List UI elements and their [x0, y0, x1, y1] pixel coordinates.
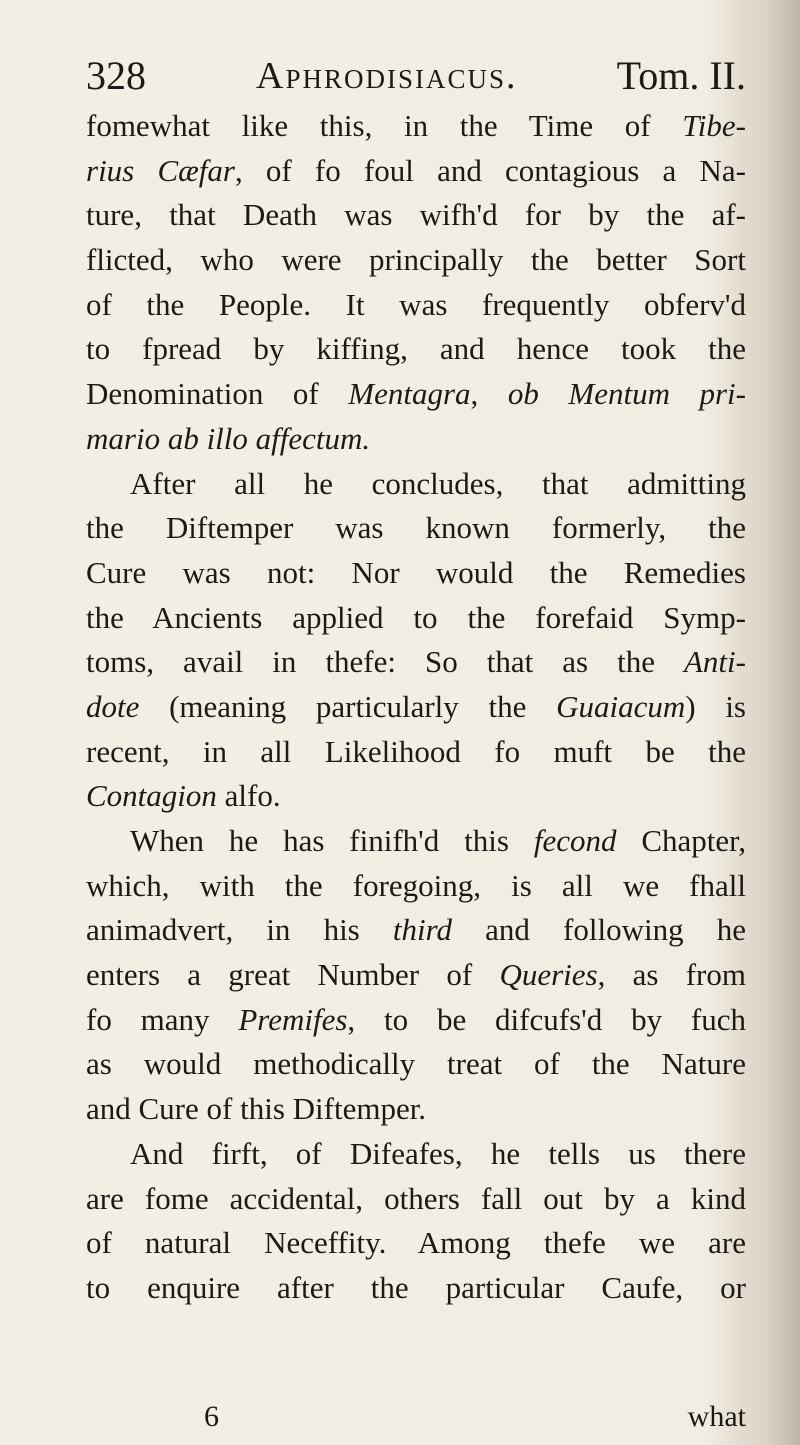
italic-run: rius Cæfar [86, 152, 235, 188]
text-run: to enquire after the particular Caufe, or [86, 1269, 746, 1305]
italic-run: third [392, 912, 453, 948]
text-run: , of fo foul and contagious a Na- [234, 152, 746, 188]
italic-run: mario ab illo affectum. [86, 420, 371, 456]
text-run: Cure was not: Nor would the Remedies [86, 554, 746, 590]
text-line [86, 104, 746, 149]
text-line [86, 1177, 746, 1222]
text-line [86, 998, 746, 1043]
text-run: are fome accidental, others fall out by a kind [86, 1180, 746, 1216]
text-run: (meaning particularly the [139, 688, 557, 724]
signature-mark: 6 [204, 1400, 219, 1433]
text-run: alfo. [216, 778, 281, 814]
text-run: the Ancients applied to the forefaid Symp- [86, 599, 746, 635]
text-line [86, 283, 746, 328]
text-run: of natural Neceffity. Among thefe we are [86, 1225, 746, 1261]
text-line [86, 417, 746, 462]
text-line [86, 596, 746, 641]
text-run: fomewhat like this, in the Time of [86, 108, 683, 143]
body-text [86, 104, 746, 1311]
text-line [86, 730, 746, 775]
text-line [86, 1132, 746, 1177]
text-run: , as from [597, 957, 746, 993]
text-run: the Diftemper was known formerly, the [86, 510, 746, 546]
text-run: , [470, 376, 508, 412]
text-line [86, 1221, 746, 1266]
text-run: flicted, who were principally the better Sort [86, 242, 746, 278]
text-run: animadvert, in his [86, 912, 393, 948]
text-line [86, 149, 746, 194]
italic-run: ob Mentum pri- [507, 376, 746, 412]
text-run: Denomination of [86, 376, 349, 412]
text-run: , to be difcufs'd by fuch [347, 1001, 746, 1037]
text-run: ) is [685, 688, 746, 724]
page-footer [86, 1400, 746, 1440]
text-run: toms, avail in thefe: So that as the [86, 644, 684, 680]
text-line [86, 238, 746, 283]
volume-label: Tom. II. [616, 53, 746, 98]
text-run: fo many [86, 1001, 239, 1037]
text-line [86, 908, 746, 953]
text-run: And firft, of Difeafes, he tells us there [130, 1135, 746, 1171]
italic-run: Guaiacum [556, 688, 686, 724]
text-run: which, with the foregoing, is all we fhall [86, 867, 746, 903]
text-line [86, 1087, 746, 1132]
text-run: enters a great Number of [86, 957, 500, 993]
text-line [86, 774, 746, 819]
text-run: When he has finifh'd this [130, 823, 534, 858]
text-line [86, 462, 746, 507]
running-header [86, 52, 746, 102]
text-line [86, 864, 746, 909]
text-line [86, 819, 746, 864]
italic-run: Tibe- [682, 108, 746, 143]
italic-run: Queries [499, 957, 598, 993]
text-run: recent, in all Likelihood fo muft be the [86, 733, 746, 769]
text-run: After all he concludes, that admitting [130, 465, 746, 501]
italic-run: Contagion [86, 778, 217, 814]
running-title: Aphrodisiacus. [256, 55, 518, 97]
text-line [86, 551, 746, 596]
text-line [86, 193, 746, 238]
text-run: of the People. It was frequently obferv'd [86, 286, 746, 322]
text-run: and following he [452, 912, 746, 948]
italic-run: fecond [533, 823, 617, 858]
text-line [86, 1266, 746, 1311]
text-line [86, 953, 746, 998]
italic-run: Premifes [238, 1001, 348, 1037]
text-run: ture, that Death was wifh'd for by the af- [86, 197, 746, 233]
text-line [86, 327, 746, 372]
italic-run: dote [86, 688, 140, 724]
italic-run: Mentagra [348, 376, 471, 412]
text-line [86, 372, 746, 417]
page-number: 328 [86, 53, 146, 98]
catchword: what [687, 1400, 746, 1433]
text-line [86, 640, 746, 685]
text-line [86, 506, 746, 551]
text-run: and Cure of this Diftemper. [86, 1091, 427, 1127]
text-run: to fpread by kiffing, and hence took the [86, 331, 746, 367]
text-line [86, 1042, 746, 1087]
text-run: Chapter, [616, 823, 747, 858]
text-run: as would methodically treat of the Nature [86, 1046, 746, 1082]
italic-run: Anti- [684, 644, 746, 680]
text-line [86, 685, 746, 730]
